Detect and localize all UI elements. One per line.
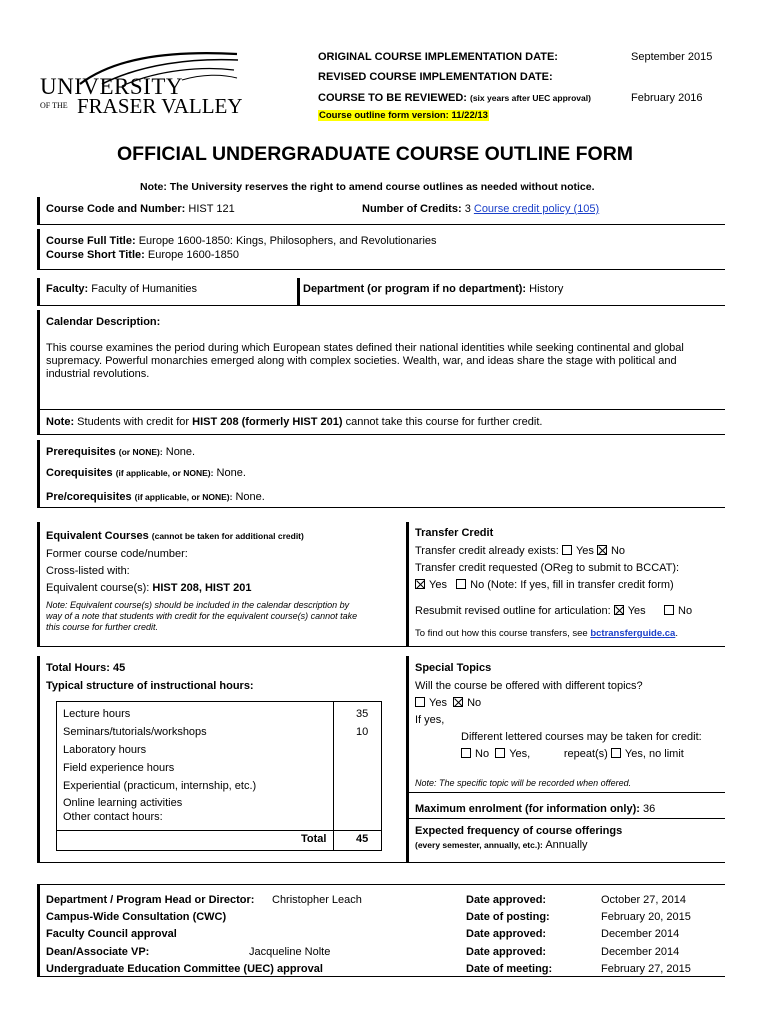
- text-field: Yes: [429, 697, 447, 709]
- text-field: Europe 1600-1850: [147, 249, 240, 261]
- review-date-label: COURSE TO BE REVIEWED:: [318, 92, 467, 104]
- text-field: Yes: [627, 605, 646, 617]
- logo-of-the: OF THE: [40, 101, 68, 110]
- approval-label: Dean/Associate VP:: [46, 946, 150, 958]
- approval-label: Faculty Council approval: [46, 928, 177, 940]
- special-note: Note: The specific topic will be recorded when offered.: [415, 778, 632, 788]
- approval-date-label: Date approved:: [466, 946, 547, 958]
- transfer-label: Transfer Credit: [415, 527, 494, 539]
- text-field: Transfer credit already exists:: [415, 545, 559, 557]
- text-field: repeat(s): [563, 748, 608, 760]
- text-field: Course Code and Number:: [46, 203, 186, 215]
- freq-label: Expected frequency of course offerings: [415, 825, 623, 837]
- hours-row-label: Online learning activities: [63, 797, 183, 809]
- approval-date: December 2014: [601, 946, 680, 958]
- course-code: HIST 121: [188, 203, 235, 215]
- precoreq-row: [46, 491, 265, 503]
- text-field: Note:: [46, 416, 75, 428]
- transfer-exists-row: [415, 545, 625, 557]
- hours-row-label: Laboratory hours: [63, 744, 147, 756]
- logo-line2: FRASER VALLEY: [77, 94, 243, 118]
- text-field: To find out how this course transfers, see: [415, 628, 588, 639]
- calendar-line-2: supremacy. Powerful monarchies emerged along with complex societies. Wealth, war, and ideas share the stage with political and: [46, 355, 677, 367]
- hours-row-value: 35: [356, 708, 369, 720]
- text-field: (if applicable, or NONE):: [115, 468, 214, 478]
- calendar-label: Calendar Description:: [46, 316, 161, 328]
- equiv-note-2: way of a note that students with credit for the equivalent course(s) cannot take: [46, 611, 358, 621]
- transfer-requested: Transfer credit requested (OReg to submit to BCCAT):: [415, 562, 680, 574]
- approval-name: Jacqueline Nolte: [249, 946, 331, 958]
- lettered-courses: Different lettered courses may be taken for credit:: [461, 731, 702, 743]
- resubmit-row: [415, 605, 692, 617]
- lettered-opts: [461, 748, 684, 760]
- text-field: cannot take this course for further credit.: [345, 416, 543, 428]
- equiv-courses-row: [46, 582, 251, 594]
- text-field: Department (or program if no department):: [303, 283, 527, 295]
- prereq-row: [46, 446, 195, 458]
- text-field: Yes,: [509, 748, 531, 760]
- hours-row-label: Seminars/tutorials/workshops: [63, 726, 207, 738]
- review-date-row: [318, 92, 591, 104]
- hours-row-label: Experiential (practicum, internship, etc.): [63, 780, 257, 792]
- text-field: Faculty of Humanities: [91, 283, 198, 295]
- credits-row: [362, 203, 599, 215]
- special-yes-checkbox[interactable]: [415, 697, 425, 707]
- text-field: (or NONE):: [118, 447, 163, 457]
- text-field: Faculty:: [46, 283, 89, 295]
- text-field: Course Full Title:: [46, 235, 136, 247]
- orig-date-value: September 2015: [631, 51, 713, 63]
- text-field: Yes: [575, 545, 594, 557]
- course-code-row: [46, 203, 235, 215]
- text-field: (cannot be taken for additional credit): [151, 531, 304, 541]
- text-field: No: [467, 697, 482, 709]
- text-field: No: [610, 545, 626, 557]
- text-field: Total Hours:: [46, 662, 110, 674]
- text-field: Equivalent course(s):: [46, 582, 150, 594]
- transfer-requested-opts: [415, 579, 674, 591]
- hours-sum-label: Total: [301, 833, 327, 845]
- calendar-line-1: This course examines the period during which European states defined their national identities while seeking continental and global: [46, 342, 684, 354]
- text-field: Number of Credits:: [362, 203, 462, 215]
- text-field: No: [678, 605, 693, 617]
- hours-table: [56, 701, 382, 851]
- hours-row-label: Lecture hours: [63, 708, 131, 720]
- lettered-nolimit-checkbox[interactable]: [611, 748, 621, 758]
- text-field: Maximum enrolment (for information only):: [415, 803, 640, 815]
- hours-row-label: Field experience hours: [63, 762, 175, 774]
- text-field: None.: [235, 491, 265, 503]
- approval-label: Department / Program Head or Director:: [46, 894, 255, 906]
- text-field: Students with credit for: [77, 416, 190, 428]
- orig-date-label: ORIGINAL COURSE IMPLEMENTATION DATE:: [318, 51, 558, 63]
- hours-sum-value: 45: [356, 833, 369, 845]
- text-field: No: [475, 748, 490, 760]
- special-yesno: [415, 697, 481, 709]
- short-title-row: [46, 249, 239, 261]
- text-field: HIST 208, HIST 201: [152, 582, 252, 594]
- approval-label: Undergraduate Education Committee (UEC) approval: [46, 963, 323, 975]
- review-date-note: (six years after UEC approval): [470, 93, 591, 103]
- logo-line1: UNIVERSITY: [40, 74, 183, 99]
- text-field: Equivalent Courses: [46, 530, 149, 542]
- typical-structure: Typical structure of instructional hours:: [46, 680, 254, 692]
- approval-date-label: Date of meeting:: [466, 963, 553, 975]
- form-title: OFFICIAL UNDERGRADUATE COURSE OUTLINE FORM: [117, 143, 634, 165]
- credit-note: [46, 416, 542, 428]
- former-code: Former course code/number:: [46, 548, 188, 560]
- approval-date-label: Date of posting:: [466, 911, 550, 923]
- lettered-no-checkbox[interactable]: [461, 748, 471, 758]
- form-version: Course outline form version: 11/22/13: [319, 110, 488, 121]
- text-field: None.: [165, 446, 196, 458]
- resubmit-no-checkbox[interactable]: [664, 605, 674, 615]
- approval-date: December 2014: [601, 928, 680, 940]
- text-field: (if applicable, or NONE):: [134, 492, 233, 502]
- approval-name: Christopher Leach: [272, 894, 362, 906]
- text-field: None.: [216, 467, 246, 479]
- text-field: Pre/corequisites: [46, 491, 132, 503]
- note-top: Note: The University reserves the right to amend course outlines as needed without notice.: [140, 181, 595, 193]
- department-row: [303, 283, 563, 295]
- equiv-note-1: Note: Equivalent course(s) should be included in the calendar description by: [46, 600, 350, 610]
- equiv-label-row: [46, 530, 304, 542]
- exists-no-checkbox[interactable]: [597, 545, 607, 555]
- approval-date: February 27, 2015: [601, 963, 691, 975]
- requested-no-checkbox[interactable]: [456, 579, 466, 589]
- text-field: Yes, no limit: [624, 748, 684, 760]
- requested-yes-checkbox[interactable]: [415, 579, 425, 589]
- text-field: Annually: [545, 839, 588, 851]
- text-field: Corequisites: [46, 467, 113, 479]
- credit-policy-link[interactable]: Course credit policy (105): [473, 203, 600, 215]
- hours-row-label: Other contact hours:: [63, 811, 163, 823]
- lettered-yes-checkbox[interactable]: [495, 748, 505, 758]
- freq-row: [415, 839, 588, 851]
- text-field: 45: [113, 662, 126, 674]
- calendar-line-3: industrial revolutions.: [46, 368, 150, 380]
- approval-date-label: Date approved:: [466, 894, 547, 906]
- full-title-row: [46, 235, 437, 247]
- max-enrolment: [415, 803, 655, 815]
- resubmit-yes-checkbox[interactable]: [614, 605, 624, 615]
- revised-date-label: REVISED COURSE IMPLEMENTATION DATE:: [318, 71, 553, 83]
- review-date-value: February 2016: [631, 92, 703, 104]
- exists-yes-checkbox[interactable]: [562, 545, 572, 555]
- approval-date-label: Date approved:: [466, 928, 547, 940]
- text-field: Resubmit revised outline for articulation:: [415, 605, 611, 617]
- text-field: Yes: [429, 579, 447, 591]
- special-topics-label: Special Topics: [415, 662, 492, 674]
- hours-row-value: 10: [356, 726, 369, 738]
- text-field: Europe 1600-1850: Kings, Philosophers, and Revolutionaries: [138, 235, 437, 247]
- cross-listed: Cross-listed with:: [46, 565, 130, 577]
- total-hours-row: [46, 662, 125, 674]
- text-field: Course Short Title:: [46, 249, 145, 261]
- approval-date: October 27, 2014: [601, 894, 687, 906]
- special-question: Will the course be offered with different topics?: [415, 680, 643, 692]
- transfer-find-row: [415, 628, 678, 639]
- equiv-note-3: this course for further credit.: [46, 622, 159, 632]
- text-field: Prerequisites: [46, 446, 116, 458]
- text-field: No (Note: If yes, fill in transfer credit form): [470, 579, 674, 591]
- text-field: (every semester, annually, etc.):: [415, 840, 543, 850]
- text-field: 36: [642, 803, 656, 815]
- approval-label: Campus-Wide Consultation (CWC): [46, 911, 227, 923]
- text-field: HIST 208 (formerly HIST 201): [192, 416, 343, 428]
- text-field: .: [675, 628, 678, 639]
- coreq-row: [46, 467, 246, 479]
- bctransferguide-link[interactable]: bctransferguide.ca: [590, 628, 676, 639]
- credits: 3: [464, 203, 471, 215]
- special-ifyes: If yes,: [415, 714, 445, 726]
- text-field: History: [529, 283, 564, 295]
- approval-date: February 20, 2015: [601, 911, 691, 923]
- special-no-checkbox[interactable]: [453, 697, 463, 707]
- faculty-row: [46, 283, 197, 295]
